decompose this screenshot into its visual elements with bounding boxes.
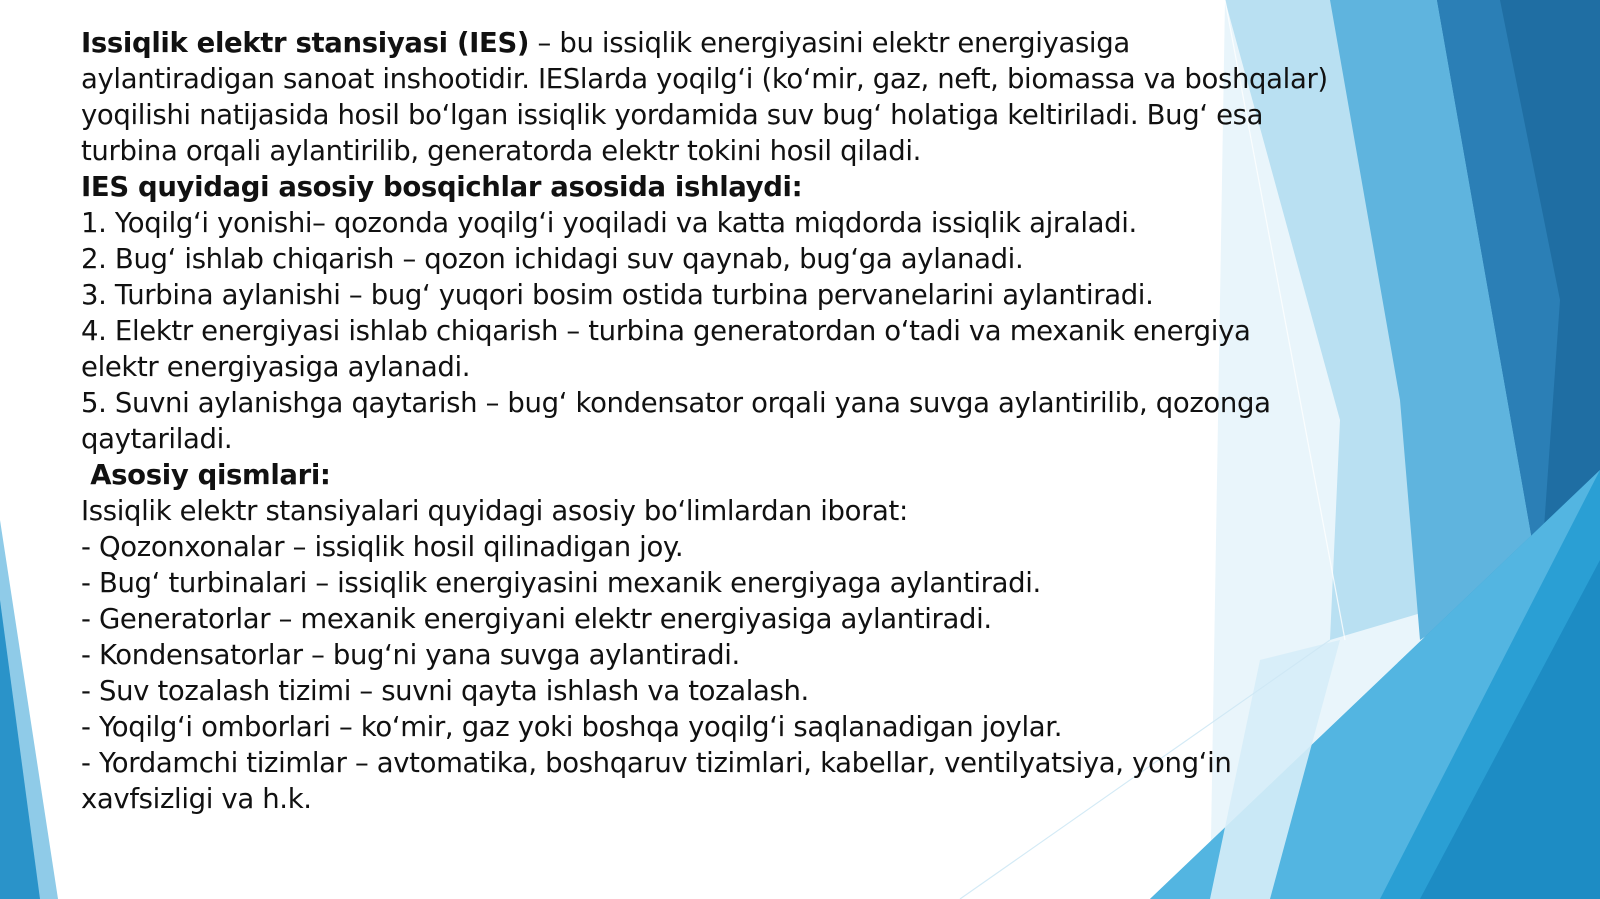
- stage-line: 2. Bug‘ ishlab chiqarish – qozon ichidagi suv qaynab, bug‘ga aylanadi.: [81, 243, 1024, 275]
- part-line: xavfsizligi va h.k.: [81, 783, 312, 815]
- part-line: - Yoqilg‘i omborlari – ko‘mir, gaz yoki boshqa yoqilg‘i saqlanadigan joylar.: [81, 711, 1063, 743]
- stage-line: qaytariladi.: [81, 423, 233, 455]
- part-line: - Yordamchi tizimlar – avtomatika, boshqaruv tizimlari, kabellar, ventilyatsiya, yong‘in: [81, 747, 1232, 779]
- intro-line-1-rest: – bu issiqlik energiyasini elektr energiyasiga: [529, 27, 1130, 59]
- intro-line-2: aylantiradigan sanoat inshootidir. IESlarda yoqilg‘i (ko‘mir, gaz, neft, biomassa va boshqalar): [81, 63, 1328, 95]
- parts-heading: Asosiy qismlari:: [81, 459, 331, 491]
- parts-intro: Issiqlik elektr stansiyalari quyidagi asosiy bo‘limlardan iborat:: [81, 495, 908, 527]
- stage-line: elektr energiyasiga aylanadi.: [81, 351, 471, 383]
- part-line: - Kondensatorlar – bug‘ni yana suvga aylantiradi.: [81, 639, 740, 671]
- intro-term: Issiqlik elektr stansiyasi (IES): [81, 27, 530, 59]
- stage-line: 1. Yoqilg‘i yonishi– qozonda yoqilg‘i yoqiladi va katta miqdorda issiqlik ajraladi.: [81, 207, 1137, 239]
- slide-text-content: [81, 25, 1381, 817]
- part-line: - Generatorlar – mexanik energiyani elektr energiyasiga aylantiradi.: [81, 603, 992, 635]
- stages-heading: IES quyidagi asosiy bosqichlar asosida ishlaydi:: [81, 171, 803, 203]
- stage-line: 5. Suvni aylanishga qaytarish – bug‘ kondensator orqali yana suvga aylantirilib, qozonga: [81, 387, 1271, 419]
- part-line: - Suv tozalash tizimi – suvni qayta ishlash va tozalash.: [81, 675, 809, 707]
- intro-line-3: yoqilishi natijasida hosil bo‘lgan issiqlik yordamida suv bug‘ holatiga keltiriladi. Bug‘ esa: [81, 99, 1264, 131]
- intro-line-4: turbina orqali aylantirilib, generatorda elektr tokini hosil qiladi.: [81, 135, 922, 167]
- part-line: - Qozonxonalar – issiqlik hosil qilinadigan joy.: [81, 531, 684, 563]
- intro-line-1: [81, 25, 1381, 61]
- stage-line: 4. Elektr energiyasi ishlab chiqarish – turbina generatordan o‘tadi va mexanik energiya: [81, 315, 1251, 347]
- part-line: - Bug‘ turbinalari – issiqlik energiyasini mexanik energiyaga aylantiradi.: [81, 567, 1041, 599]
- stage-line: 3. Turbina aylanishi – bug‘ yuqori bosim ostida turbina pervanelarini aylantiradi.: [81, 279, 1154, 311]
